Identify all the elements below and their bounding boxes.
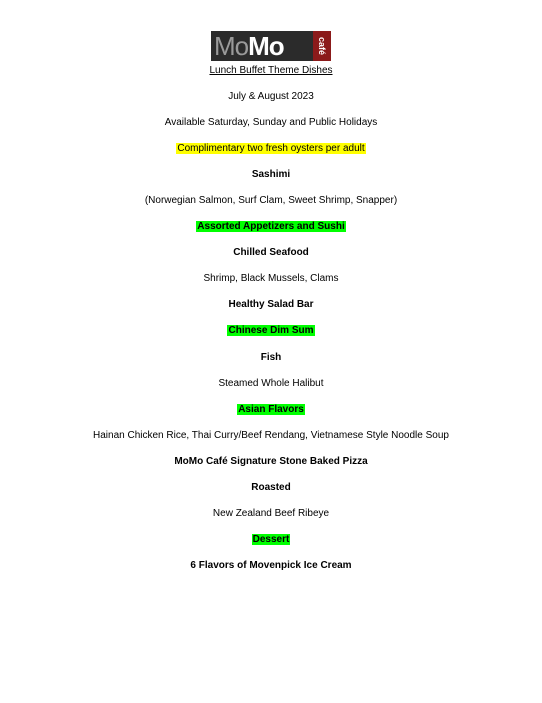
- menu-item: Shrimp, Black Mussels, Clams: [203, 273, 339, 284]
- menu-item: Dessert: [252, 534, 290, 545]
- menu-item: Assorted Appetizers and Sushi: [197, 221, 345, 232]
- menu-item: Chinese Dim Sum: [228, 325, 314, 336]
- logo-text-mo-bold: Mo: [248, 31, 284, 61]
- menu-item: Fish: [260, 352, 282, 363]
- menu-item: (Norwegian Salmon, Surf Clam, Sweet Shrimp, Snapper): [144, 195, 398, 206]
- menu-item: Sashimi: [251, 169, 291, 180]
- logo-text-mo-light: Mo: [214, 31, 249, 61]
- menu-item: Roasted: [251, 482, 291, 493]
- momo-cafe-logo: [211, 31, 331, 61]
- menu-item: 6 Flavors of Movenpick Ice Cream: [190, 560, 352, 571]
- menu-item: Chilled Seafood: [233, 247, 309, 258]
- oyster-promo: Complimentary two fresh oysters per adult: [177, 143, 365, 154]
- menu-item: MoMo Café Signature Stone Baked Pizza: [174, 456, 368, 467]
- menu-item: Asian Flavors: [238, 404, 304, 415]
- availability-note: Available Saturday, Sunday and Public Holidays: [164, 117, 378, 128]
- logo-cafe-badge: [313, 31, 331, 61]
- menu-item: New Zealand Beef Ribeye: [212, 508, 330, 519]
- menu-period: July & August 2023: [228, 91, 314, 102]
- menu-item: Steamed Whole Halibut: [218, 378, 324, 389]
- menu-item: Healthy Salad Bar: [228, 299, 314, 310]
- menu-title: Lunch Buffet Theme Dishes: [209, 65, 333, 76]
- logo-cafe-text: café: [317, 36, 328, 56]
- menu-item: Hainan Chicken Rice, Thai Curry/Beef Rendang, Vietnamese Style Noodle Soup: [93, 430, 449, 441]
